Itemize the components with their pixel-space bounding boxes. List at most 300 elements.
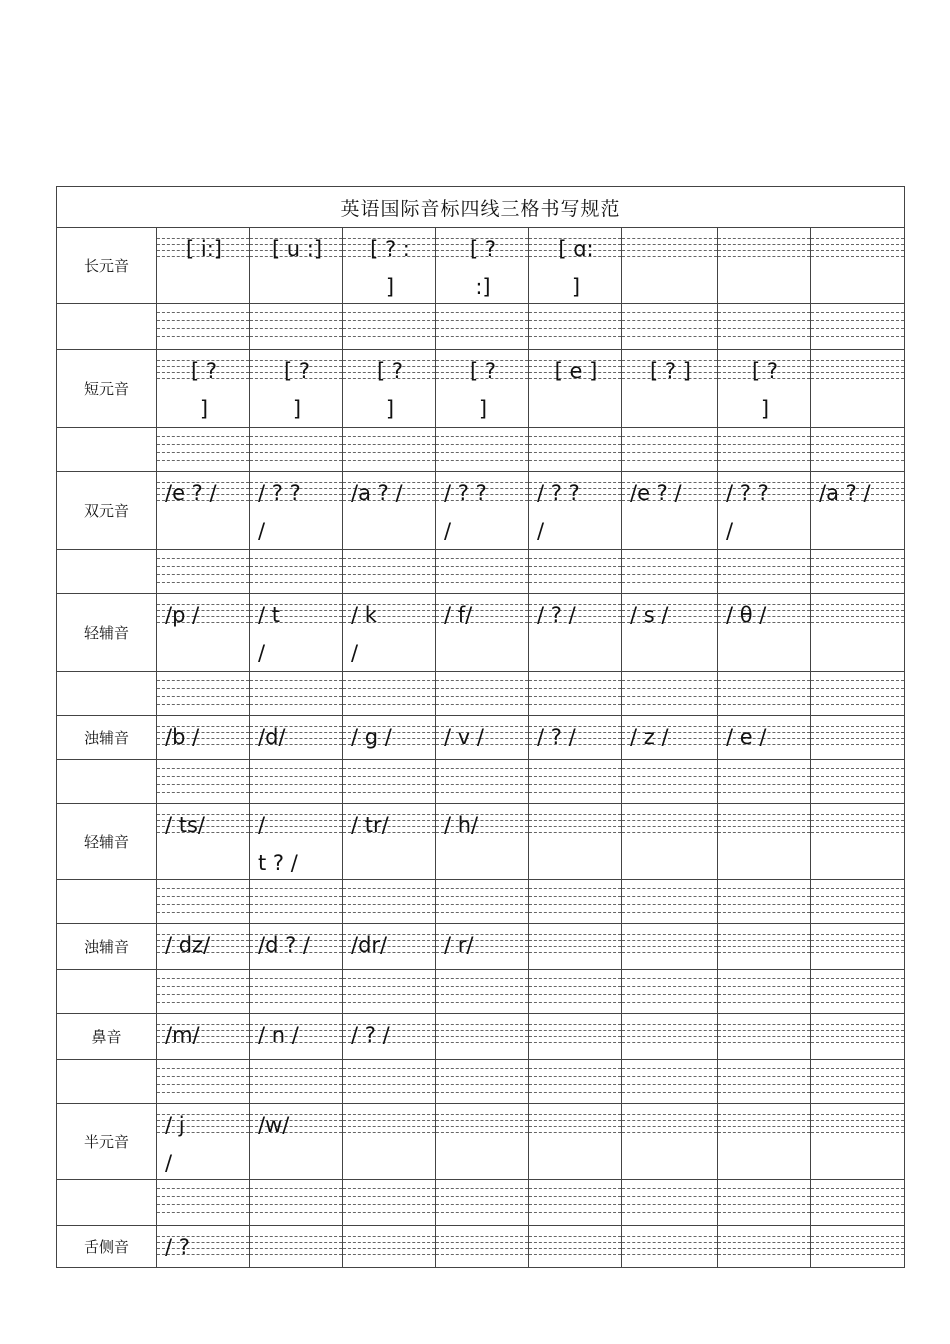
guide-line: [529, 952, 621, 953]
guide-line: [718, 784, 810, 785]
guide-line: [157, 978, 249, 979]
guide-line: [157, 566, 249, 567]
guide-line: [622, 1254, 717, 1255]
guide-line: [622, 460, 717, 461]
guide-line: [436, 994, 528, 995]
writing-cell: [529, 428, 622, 472]
guide-line: [250, 888, 342, 889]
row-label: [57, 672, 157, 716]
phoneme-symbol: / h/: [444, 813, 479, 837]
guide-line: [622, 1024, 717, 1025]
phoneme-symbol: [ u :]: [271, 237, 323, 261]
writing-cell: [436, 1226, 529, 1268]
guide-line: [343, 336, 435, 337]
guide-line: [529, 1084, 621, 1085]
guide-line: [343, 896, 435, 897]
guide-line: [250, 336, 342, 337]
row-label: [57, 1060, 157, 1104]
guide-line: [343, 444, 435, 445]
guide-line: [436, 904, 528, 905]
writing-cell: [811, 304, 905, 350]
guide-line: [811, 744, 904, 745]
guide-line: [622, 1212, 717, 1213]
row-label: 半元音: [57, 1104, 157, 1180]
writing-cell: [811, 880, 905, 924]
row-label: [57, 880, 157, 924]
guide-line: [718, 238, 810, 239]
guide-line: [811, 726, 904, 727]
guide-line: [811, 1196, 904, 1197]
phoneme-symbol: /b /: [165, 725, 200, 749]
phoneme-symbol: / ? /: [351, 1023, 390, 1047]
guide-line: [811, 1114, 904, 1115]
guide-line: [811, 1212, 904, 1213]
guide-line: [529, 1068, 621, 1069]
guide-line: [811, 558, 904, 559]
guide-line: [343, 320, 435, 321]
guide-line: [157, 896, 249, 897]
guide-line: [529, 1002, 621, 1003]
guide-line: [529, 826, 621, 827]
phoneme-symbol: / dz/: [165, 933, 211, 957]
guide-line: [529, 574, 621, 575]
guide-line: [436, 320, 528, 321]
guide-line: [718, 1084, 810, 1085]
guide-line: [718, 688, 810, 689]
guide-line: [250, 704, 342, 705]
guide-line: [718, 1248, 810, 1249]
writing-cell: [343, 550, 436, 594]
guide-line: [718, 250, 810, 251]
guide-line: [529, 1076, 621, 1077]
phoneme-symbol: / v /: [444, 725, 484, 749]
guide-line: [622, 888, 717, 889]
guide-line: [529, 934, 621, 935]
writing-cell: [157, 350, 250, 428]
guide-line: [622, 1036, 717, 1037]
guide-line: [343, 436, 435, 437]
guide-line: [436, 1092, 528, 1093]
guide-line: [718, 946, 810, 947]
writing-cell: [529, 350, 622, 428]
writing-cell: [436, 1104, 529, 1180]
guide-line: [811, 1084, 904, 1085]
guide-line: [529, 820, 621, 821]
guide-line: [250, 452, 342, 453]
writing-cell: [157, 304, 250, 350]
guide-line: [436, 1030, 528, 1031]
guide-line: [718, 582, 810, 583]
writing-cell: [718, 550, 811, 594]
writing-cell: [343, 350, 436, 428]
phoneme-symbol: [ ? ]: [751, 359, 778, 421]
guide-line: [343, 704, 435, 705]
row-label: [57, 550, 157, 594]
writing-cell: [811, 760, 905, 804]
guide-line: [529, 792, 621, 793]
guide-line: [622, 238, 717, 239]
guide-line: [622, 826, 717, 827]
guide-line: [811, 360, 904, 361]
row-label: 舌侧音: [57, 1226, 157, 1268]
writing-cell: [436, 550, 529, 594]
guide-line: [343, 566, 435, 567]
guide-line: [622, 680, 717, 681]
guide-line: [436, 768, 528, 769]
guide-line: [718, 792, 810, 793]
writing-cell: [250, 1014, 343, 1060]
writing-cell: [622, 1014, 718, 1060]
guide-line: [811, 1254, 904, 1255]
phoneme-symbol: / s /: [630, 603, 669, 627]
writing-cell: [157, 550, 250, 594]
guide-line: [343, 792, 435, 793]
guide-line: [343, 460, 435, 461]
writing-cell: [250, 1180, 343, 1226]
guide-line: [250, 1242, 342, 1243]
guide-line: [436, 1212, 528, 1213]
guide-line: [529, 1236, 621, 1237]
guide-line: [529, 1196, 621, 1197]
guide-line: [529, 832, 621, 833]
guide-line: [250, 558, 342, 559]
guide-line: [436, 444, 528, 445]
guide-line: [250, 696, 342, 697]
practice-row: [57, 760, 905, 804]
phoneme-symbol: / f/: [444, 603, 473, 627]
guide-line: [343, 994, 435, 995]
guide-line: [529, 896, 621, 897]
writing-cell: [157, 1226, 250, 1268]
phoneme-symbol: / ts/: [165, 813, 206, 837]
writing-cell: [436, 1060, 529, 1104]
guide-line: [529, 688, 621, 689]
guide-line: [529, 1036, 621, 1037]
guide-line: [250, 912, 342, 913]
writing-cell: [250, 760, 343, 804]
guide-line: [811, 460, 904, 461]
guide-line: [250, 436, 342, 437]
guide-line: [718, 1002, 810, 1003]
writing-cell: [529, 472, 622, 550]
guide-line: [811, 952, 904, 953]
writing-cell: [811, 428, 905, 472]
guide-line: [343, 1242, 435, 1243]
guide-line: [718, 704, 810, 705]
guide-line: [157, 460, 249, 461]
phoneme-symbol: [ e ]: [554, 359, 598, 383]
guide-line: [718, 1204, 810, 1205]
guide-line: [157, 776, 249, 777]
guide-line: [718, 940, 810, 941]
writing-cell: [811, 716, 905, 760]
guide-line: [529, 1114, 621, 1115]
guide-line: [529, 460, 621, 461]
guide-line: [811, 1092, 904, 1093]
writing-cell: [529, 760, 622, 804]
guide-line: [622, 574, 717, 575]
guide-line: [718, 444, 810, 445]
guide-line: [250, 1084, 342, 1085]
guide-line: [622, 312, 717, 313]
guide-line: [718, 1196, 810, 1197]
writing-cell: [343, 1226, 436, 1268]
phoneme-symbol: / n /: [258, 1023, 299, 1047]
guide-line: [622, 704, 717, 705]
writing-cell: [718, 1104, 811, 1180]
guide-line: [157, 1196, 249, 1197]
guide-line: [343, 1076, 435, 1077]
guide-line: [529, 1120, 621, 1121]
guide-line: [811, 784, 904, 785]
writing-cell: [529, 970, 622, 1014]
guide-line: [622, 1030, 717, 1031]
writing-cell: [622, 760, 718, 804]
writing-cell: [436, 594, 529, 672]
guide-line: [250, 680, 342, 681]
phoneme-symbol: /d ? /: [258, 933, 310, 957]
writing-cell: [529, 304, 622, 350]
guide-line: [436, 566, 528, 567]
guide-line: [157, 336, 249, 337]
phoneme-symbol: / t ? /: [258, 813, 298, 875]
writing-cell: [436, 716, 529, 760]
phoneme-symbol: [ ? : ]: [370, 237, 410, 299]
guide-line: [436, 1188, 528, 1189]
guide-line: [811, 436, 904, 437]
writing-cell: [622, 970, 718, 1014]
phoneme-symbol: / θ /: [726, 603, 767, 627]
guide-line: [250, 566, 342, 567]
writing-cell: [250, 1060, 343, 1104]
writing-cell: [436, 804, 529, 880]
writing-cell: [529, 672, 622, 716]
guide-line: [436, 1002, 528, 1003]
writing-cell: [250, 1104, 343, 1180]
guide-line: [250, 1188, 342, 1189]
guide-line: [529, 1248, 621, 1249]
writing-cell: [250, 880, 343, 924]
guide-line: [622, 896, 717, 897]
writing-cell: [622, 880, 718, 924]
guide-line: [811, 244, 904, 245]
guide-line: [529, 946, 621, 947]
row-label: 浊辅音: [57, 716, 157, 760]
phoneme-symbol: /w/: [258, 1113, 290, 1137]
guide-line: [718, 1114, 810, 1115]
guide-line: [811, 328, 904, 329]
writing-cell: [436, 880, 529, 924]
practice-row: [57, 672, 905, 716]
guide-line: [811, 1132, 904, 1133]
guide-line: [529, 784, 621, 785]
guide-line: [718, 256, 810, 257]
writing-cell: [250, 428, 343, 472]
guide-line: [436, 1042, 528, 1043]
guide-line: [622, 912, 717, 913]
practice-row: [57, 1060, 905, 1104]
guide-line: [622, 250, 717, 251]
row-label: 短元音: [57, 350, 157, 428]
phoneme-symbol: / e /: [726, 725, 767, 749]
guide-line: [157, 328, 249, 329]
writing-cell: [718, 228, 811, 304]
row-label: 浊辅音: [57, 924, 157, 970]
writing-cell: [436, 228, 529, 304]
phoneme-symbol: / ? /: [537, 725, 576, 749]
phoneme-symbol: / tr/: [351, 813, 389, 837]
guide-line: [436, 704, 528, 705]
guide-line: [529, 768, 621, 769]
guide-line: [811, 238, 904, 239]
guide-line: [622, 814, 717, 815]
guide-line: [250, 986, 342, 987]
writing-cell: [811, 672, 905, 716]
guide-line: [529, 1242, 621, 1243]
writing-cell: [718, 880, 811, 924]
writing-cell: [250, 1226, 343, 1268]
writing-cell: [343, 304, 436, 350]
guide-line: [622, 1132, 717, 1133]
phoneme-row: [57, 716, 905, 760]
writing-cell: [622, 594, 718, 672]
guide-line: [436, 688, 528, 689]
guide-line: [250, 896, 342, 897]
writing-cell: [622, 1226, 718, 1268]
guide-line: [250, 1196, 342, 1197]
guide-line: [343, 688, 435, 689]
guide-line: [622, 946, 717, 947]
guide-line: [529, 1188, 621, 1189]
guide-line: [343, 776, 435, 777]
guide-line: [622, 1092, 717, 1093]
guide-line: [622, 1114, 717, 1115]
writing-cell: [811, 1226, 905, 1268]
guide-line: [811, 622, 904, 623]
guide-line: [436, 792, 528, 793]
guide-line: [811, 1076, 904, 1077]
guide-line: [622, 566, 717, 567]
guide-line: [157, 444, 249, 445]
guide-line: [436, 574, 528, 575]
guide-line: [811, 1030, 904, 1031]
practice-row: [57, 1180, 905, 1226]
guide-line: [622, 1042, 717, 1043]
writing-cell: [157, 924, 250, 970]
page-title: 英语国际音标四线三格书写规范: [57, 187, 905, 228]
guide-line: [343, 768, 435, 769]
guide-line: [250, 688, 342, 689]
guide-line: [622, 940, 717, 941]
phoneme-symbol: /d/: [258, 725, 286, 749]
guide-line: [811, 312, 904, 313]
phoneme-symbol: / ? ? /: [258, 481, 301, 543]
guide-line: [529, 452, 621, 453]
guide-line: [157, 320, 249, 321]
writing-cell: [343, 804, 436, 880]
guide-line: [529, 1092, 621, 1093]
row-label: [57, 970, 157, 1014]
guide-line: [811, 1242, 904, 1243]
guide-line: [811, 1236, 904, 1237]
guide-line: [157, 574, 249, 575]
guide-line: [811, 444, 904, 445]
guide-line: [343, 574, 435, 575]
guide-line: [718, 1030, 810, 1031]
row-label: [57, 428, 157, 472]
writing-cell: [250, 804, 343, 880]
guide-line: [718, 978, 810, 979]
guide-line: [529, 814, 621, 815]
guide-line: [436, 1254, 528, 1255]
guide-line: [718, 1092, 810, 1093]
guide-line: [157, 904, 249, 905]
guide-line: [343, 452, 435, 453]
guide-line: [811, 680, 904, 681]
writing-cell: [622, 304, 718, 350]
guide-line: [436, 436, 528, 437]
guide-line: [811, 832, 904, 833]
guide-line: [157, 888, 249, 889]
guide-line: [343, 1254, 435, 1255]
writing-cell: [718, 350, 811, 428]
guide-line: [811, 732, 904, 733]
guide-line: [250, 1092, 342, 1093]
guide-line: [436, 1242, 528, 1243]
writing-cell: [250, 472, 343, 550]
writing-cell: [343, 472, 436, 550]
guide-line: [436, 986, 528, 987]
phoneme-symbol: /e ? /: [165, 481, 217, 505]
writing-cell: [811, 228, 905, 304]
guide-line: [622, 436, 717, 437]
phoneme-row: [57, 1014, 905, 1060]
guide-line: [436, 1236, 528, 1237]
guide-line: [811, 994, 904, 995]
guide-line: [622, 904, 717, 905]
guide-line: [529, 436, 621, 437]
guide-line: [529, 336, 621, 337]
practice-row: [57, 304, 905, 350]
phoneme-symbol: / ? ? /: [726, 481, 769, 543]
writing-cell: [250, 716, 343, 760]
guide-line: [718, 814, 810, 815]
writing-cell: [622, 350, 718, 428]
guide-line: [436, 680, 528, 681]
guide-line: [157, 696, 249, 697]
guide-line: [622, 820, 717, 821]
guide-line: [622, 1242, 717, 1243]
guide-line: [250, 460, 342, 461]
guide-line: [811, 738, 904, 739]
guide-line: [157, 558, 249, 559]
writing-cell: [718, 1226, 811, 1268]
guide-line: [718, 1120, 810, 1121]
writing-cell: [157, 970, 250, 1014]
guide-line: [250, 328, 342, 329]
guide-line: [250, 1254, 342, 1255]
guide-line: [622, 328, 717, 329]
writing-cell: [250, 672, 343, 716]
writing-cell: [157, 716, 250, 760]
guide-line: [718, 566, 810, 567]
phoneme-symbol: /a ? /: [351, 481, 403, 505]
phoneme-symbol: / ?: [165, 1235, 190, 1259]
guide-line: [811, 336, 904, 337]
guide-line: [718, 452, 810, 453]
writing-cell: [436, 1180, 529, 1226]
guide-line: [529, 888, 621, 889]
